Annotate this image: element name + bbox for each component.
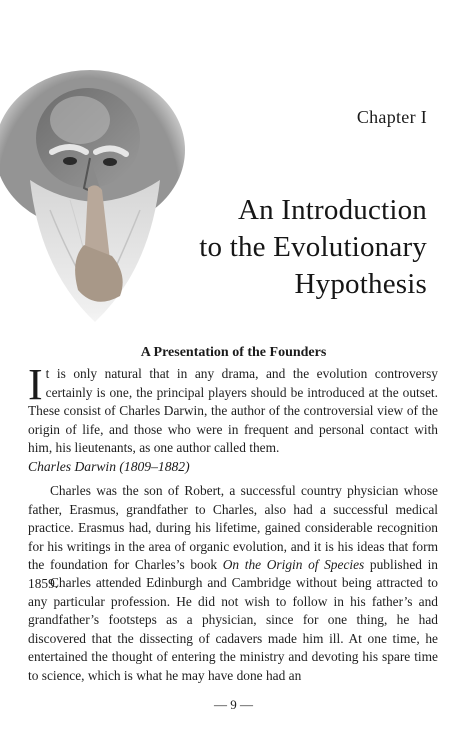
- page-number: — 9 —: [214, 697, 253, 712]
- chapter-title-line: An Introduction: [237, 194, 427, 226]
- paragraph-text: Charles attended Edinburgh and Cambridge without being attracted to any particular profession. He did not wish to follow in his father’s and grandfather’s footsteps as a physician, since for one thing, he had discovered that the dissecting of cadavers made him ill. At one time, he entertained the thought of entering the ministry and devoting his spare time to science, which is what he may have done had an: [28, 575, 438, 683]
- chapter-title: [127, 192, 427, 303]
- section-heading: A Presentation of the Founders: [140, 345, 327, 360]
- intro-paragraph: [28, 360, 438, 458]
- paragraph-text-part: published in 1859.: [28, 557, 439, 591]
- chapter-title-line: to the Evolutionary: [199, 231, 427, 263]
- subsection-heading: Charles Darwin (1809–1882): [28, 459, 190, 474]
- book-title: On the Origin of Species: [222, 557, 365, 573]
- body-paragraph: [28, 574, 438, 686]
- paragraph-text-part: Charles was the son of Robert, a successful country physician whose father, Erasmus, grandfather to Charles, also had a successful medical practice. Erasmus had, during his lifetime, gained considerable recognition for his writings in the area of organic evolution, and it is his ideas that form the foundation for Charles’s book: [28, 483, 438, 573]
- drop-cap: I: [28, 360, 43, 409]
- chapter-title-line: Hypothesis: [294, 268, 427, 300]
- intro-text: t is only natural that in any drama, and the evolution controversy certainly is one, the principal players should be introduced at the outset. These consist of Charles Darwin, the author of the controversial view of the origin of life, and those who were in frequent and personal contact with him, his lieutenants, as one author called them.: [28, 366, 438, 456]
- chapter-label: Chapter I: [356, 107, 427, 127]
